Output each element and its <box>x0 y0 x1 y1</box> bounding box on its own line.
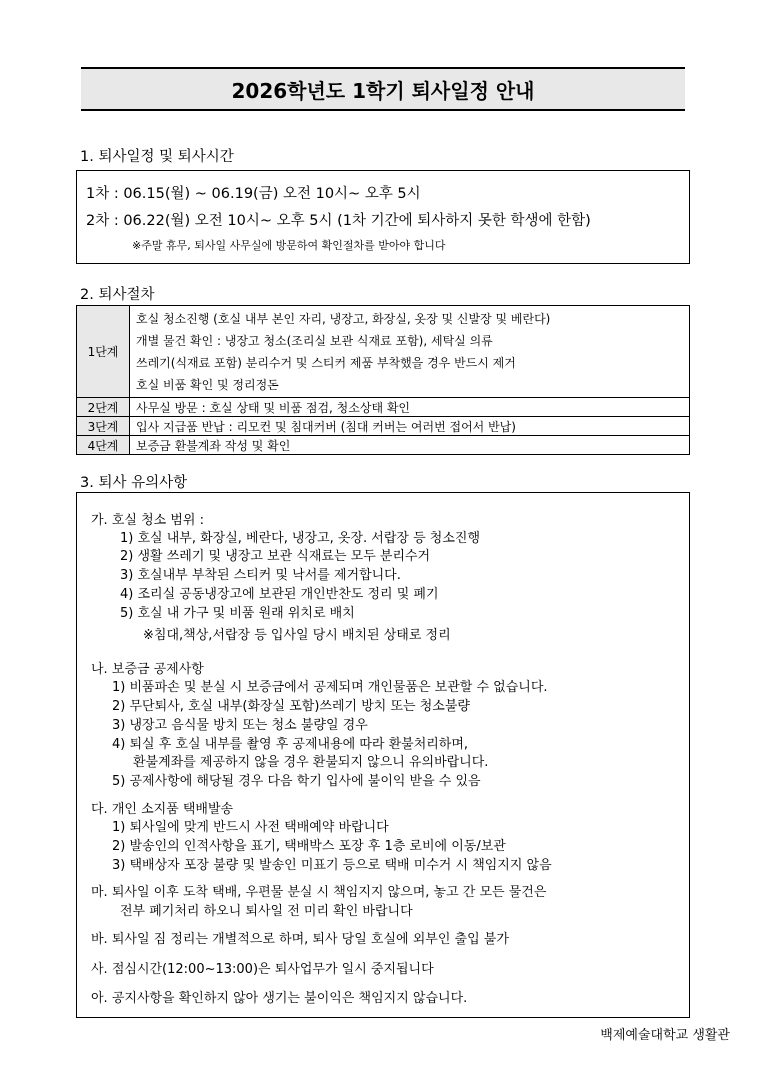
schedule-note: ※주말 휴무, 퇴사일 사무실에 방문하여 확인절차를 받아야 합니다 <box>132 239 446 252</box>
page-title: 2026학년도 1학기 퇴사일정 안내 <box>81 67 685 111</box>
section3-heading: 3. 퇴사 유의사항 <box>80 475 188 491</box>
notes-ma-line: 전부 폐기처리 하오니 퇴사일 전 미리 확인 바랍니다 <box>120 904 413 919</box>
step-label: 2단계 <box>77 398 130 417</box>
section1-heading: 1. 퇴사일정 및 퇴사시간 <box>80 149 234 165</box>
step-label: 1단계 <box>77 306 130 398</box>
notes-na-item: 3) 냉장고 음식물 방치 또는 청소 불량일 경우 <box>112 718 368 733</box>
notes-da-item: 3) 택배상자 포장 불량 및 발송인 미표기 등으로 택배 미수거 시 책임지지 않음 <box>112 858 552 873</box>
step-line: 호실 비품 확인 및 정리정돈 <box>136 377 279 392</box>
section2-heading: 2. 퇴사절차 <box>80 287 155 303</box>
notes-ma-line: 마. 퇴사일 이후 도착 택배, 우편물 분실 시 책임지지 않으며, 놓고 간 모든 물건은 <box>91 885 547 900</box>
step-content <box>130 306 690 398</box>
notes-ga-item: 2) 생활 쓰레기 및 냉장고 보관 식재료는 모두 분리수거 <box>120 549 431 564</box>
schedule-line-2: 2차 : 06.22(월) 오전 10시~ 오후 5시 (1차 기간에 퇴사하지 못한 학생에 한함) <box>86 213 591 229</box>
notes-na-item: 1) 비품파손 및 분실 시 보증금에서 공제되며 개인물품은 보관할 수 없습니다. <box>112 680 548 695</box>
notes-ga-note: ※침대,책상,서랍장 등 입사일 당시 배치된 상태로 정리 <box>143 628 451 643</box>
notes-box <box>76 492 690 1018</box>
notes-na-item: 환불계좌를 제공하지 않을 경우 환불되지 않으니 유의바랍니다. <box>133 755 489 770</box>
notes-da-item: 1) 퇴사일에 맞게 반드시 사전 택배예약 바랍니다 <box>112 820 389 835</box>
step-line: 쓰레기(식재료 포함) 분리수거 및 스티커 제품 부착했을 경우 반드시 제거 <box>136 355 516 370</box>
step-content: 보증금 환불계좌 작성 및 확인 <box>130 436 690 455</box>
notes-ga-item: 5) 호실 내 가구 및 비품 원래 위치로 배치 <box>120 606 355 621</box>
notes-da-title: 다. 개인 소지품 택배발송 <box>91 802 234 817</box>
procedure-row <box>77 417 690 436</box>
step-label: 3단계 <box>77 417 130 436</box>
notes-da-item: 2) 발송인의 인적사항을 표기, 택배박스 포장 후 1층 로비에 이동/보관 <box>112 839 506 854</box>
notes-na-item: 5) 공제사항에 해당될 경우 다음 학기 입사에 불이익 받을 수 있음 <box>112 774 481 789</box>
procedure-row <box>77 398 690 417</box>
step-content: 입사 지급품 반납 : 리모컨 및 침대커버 (침대 커버는 여러번 접어서 반납) <box>130 417 690 436</box>
notes-a: 아. 공지사항을 확인하지 않아 생기는 불이익은 책임지지 않습니다. <box>91 991 468 1006</box>
notes-ba: 바. 퇴사일 짐 정리는 개별적으로 하며, 퇴사 당일 호실에 외부인 출입 불가 <box>91 932 509 947</box>
notes-sa: 사. 점심시간(12:00~13:00)은 퇴사업무가 일시 중지됩니다 <box>91 962 434 977</box>
notes-na-title: 나. 보증금 공제사항 <box>91 662 204 677</box>
schedule-line-1: 1차 : 06.15(월) ~ 06.19(금) 오전 10시~ 오후 5시 <box>86 186 421 202</box>
schedule-box <box>76 170 690 264</box>
step-line: 개별 물건 확인 : 냉장고 청소(조리실 보관 식재료 포함), 세탁실 의류 <box>136 333 493 348</box>
notes-na-item: 4) 퇴실 후 호실 내부를 촬영 후 공제내용에 따라 환불처리하며, <box>112 737 469 752</box>
notes-ga-item: 4) 조리실 공동냉장고에 보관된 개인반찬도 정리 및 폐기 <box>120 587 439 602</box>
footer-org: 백제예술대학교 생활관 <box>600 1028 730 1043</box>
step-label: 4단계 <box>77 436 130 455</box>
notes-ga-item: 3) 호실내부 부착된 스티커 및 낙서를 제거합니다. <box>120 568 401 583</box>
procedure-row <box>77 436 690 455</box>
notes-ga-title: 가. 호실 청소 범위 : <box>91 513 204 528</box>
procedure-table <box>76 305 690 455</box>
step-line: 호실 청소진행 (호실 내부 본인 자리, 냉장고, 화장실, 옷장 및 신발장 및 베란다) <box>136 311 551 326</box>
notes-ga-item: 1) 호실 내부, 화장실, 베란다, 냉장고, 옷장. 서랍장 등 청소진행 <box>120 531 481 546</box>
procedure-row <box>77 306 690 398</box>
notes-na-item: 2) 무단퇴사, 호실 내부(화장실 포함)쓰레기 방치 또는 청소불량 <box>112 699 470 714</box>
step-content: 사무실 방문 : 호실 상태 및 비품 점검, 청소상태 확인 <box>130 398 690 417</box>
